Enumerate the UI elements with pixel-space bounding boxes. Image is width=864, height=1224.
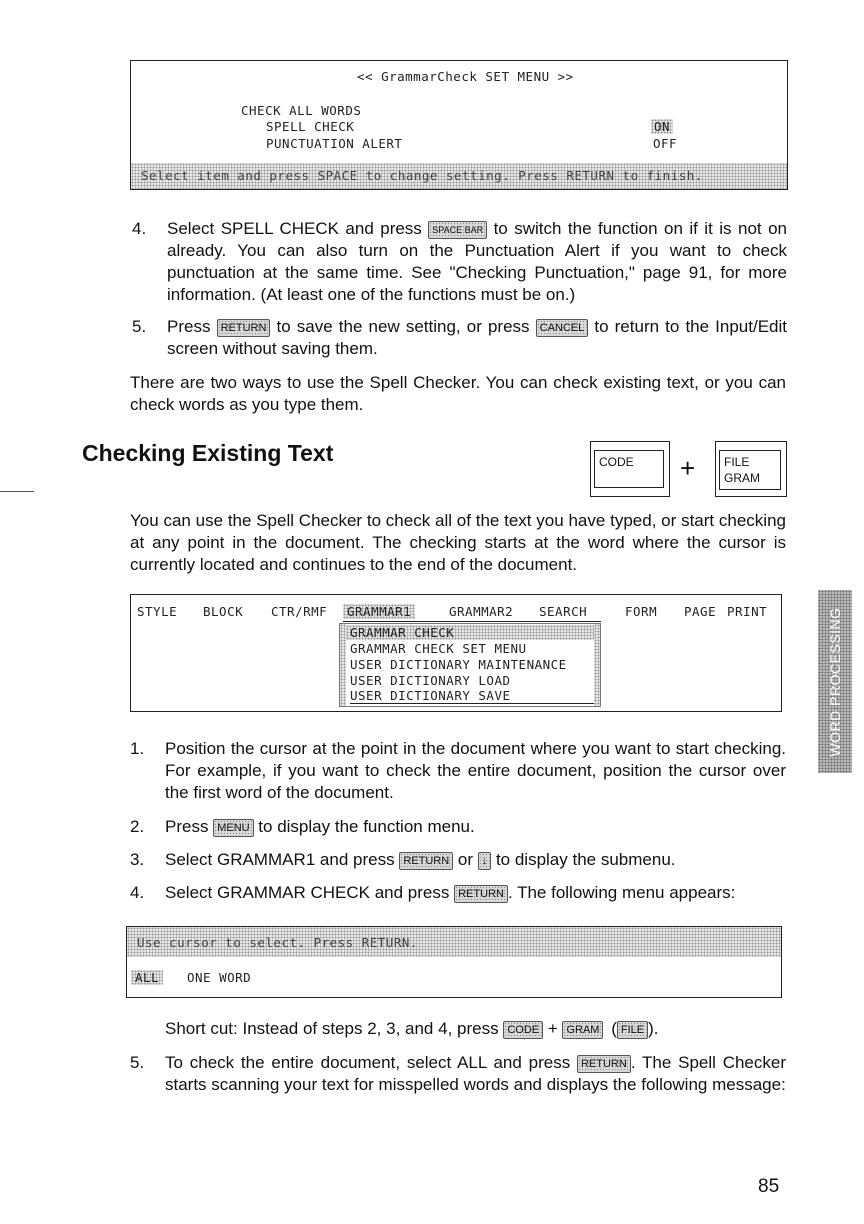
step-5-top [132,316,787,362]
return-key: RETURN [217,319,271,337]
section-heading: Checking Existing Text [82,440,334,466]
step-1 [130,738,786,806]
menu-print[interactable]: PRINT [727,604,768,619]
step-4-top [132,218,787,308]
spell-check-label[interactable]: SPELL CHECK [266,119,355,134]
punctuation-alert-label[interactable]: PUNCTUATION ALERT [266,136,403,151]
page-number: 85 [758,1176,780,1197]
step-number: 4. [130,883,145,902]
step-number: 5. [132,317,147,336]
step-text: Select GRAMMAR1 and press RETURN or ↓ to display the submenu. [165,850,676,869]
cancel-key: CANCEL [536,319,589,337]
menu-form[interactable]: FORM [625,604,658,619]
file-gram-key: FILE GRAM [719,450,781,490]
code-key: CODE [594,450,664,488]
step-text: Press MENU to display the function menu. [165,817,475,836]
menu-grammar1[interactable]: GRAMMAR1 [343,604,415,619]
punctuation-alert-value[interactable]: OFF [653,136,678,151]
return-key: RETURN [399,852,453,870]
set-menu-title: << GrammarCheck SET MENU >> [357,69,574,84]
submenu-set-menu[interactable]: GRAMMAR CHECK SET MENU [350,641,527,656]
submenu-grammar-check[interactable]: GRAMMAR CHECK [346,625,594,640]
grammar1-submenu [339,623,601,707]
option-all[interactable]: ALL [131,970,163,985]
menu-style[interactable]: STYLE [137,604,178,619]
step-text: To check the entire document, select ALL and press RETURN . The Spell Checker starts scanning your text for misspelled words and displays the following message: [165,1053,786,1094]
step-3 [130,849,786,871]
gram-key-inline: GRAM [562,1021,603,1039]
menu-page[interactable]: PAGE [684,604,717,619]
step-number: 2. [130,817,145,836]
select-menu-screen [126,926,782,998]
step-number: 4. [132,219,147,238]
menu-block[interactable]: BLOCK [203,604,244,619]
plus-sign: + [680,453,696,483]
shortcut-line: Short cut: Instead of steps 2, 3, and 4, press CODE + GRAM ( FILE ). [165,1019,659,1038]
set-menu-screen [130,60,788,190]
submenu-border-right [594,624,600,706]
step-text: Select GRAMMAR CHECK and press RETURN . The following menu appears: [165,883,736,902]
margin-rule [0,491,34,492]
menu-bar-underline [343,621,601,622]
step-text: Press RETURN to save the new setting, or press CANCEL to return to the Input/Edit screen without saving them. [167,317,788,358]
menu-ctr-rmf[interactable]: CTR/RMF [271,604,328,619]
file-key-inline: FILE [617,1021,648,1039]
set-menu-status-bar [131,163,787,189]
set-menu-status-text: Select item and press SPACE to change setting. Press RETURN to finish. [141,168,703,183]
step-2 [130,816,786,838]
submenu-dict-load[interactable]: USER DICTIONARY LOAD [350,673,511,688]
spell-check-value[interactable]: ON [651,119,673,134]
step-number: 1. [130,739,145,758]
select-menu-status-text: Use cursor to select. Press RETURN. [137,935,418,950]
option-one-word[interactable]: ONE WORD [187,970,252,985]
function-menu-screen [130,594,782,712]
step-number: 3. [130,850,145,869]
return-key: RETURN [577,1055,631,1073]
section-side-tab: WORD PROCESSING [818,590,852,773]
select-menu-status-bar [127,927,781,957]
step-4-bottom [130,882,786,904]
intro-paragraph: There are two ways to use the Spell Checker. You can check existing text, or you can check words as you type them. [130,373,786,414]
step-text: Position the cursor at the point in the document where you want to start checking. For example, if you want to check the entire document, position the cursor over the first word of the document. [165,739,786,802]
section-paragraph: You can use the Spell Checker to check all of the text you have typed, or start checking at any point in the document. The checking starts at the word where the cursor is currently located and continues to the end of the document. [130,511,786,574]
step-text: Select SPELL CHECK and press SPACE BAR to switch the function on if it is not on already. You can also turn on the Punctuation Alert if you want to check punctuation at the same time. See "Checking Punctuation," page 91, for more information. (At least one of the functions must be on.) [167,219,787,304]
code-key-inline: CODE [503,1021,543,1039]
space-bar-key: SPACE BAR [428,221,487,239]
set-menu-heading: CHECK ALL WORDS [241,103,362,118]
menu-search[interactable]: SEARCH [539,604,588,619]
menu-key: MENU [213,819,253,837]
step-number: 5. [130,1053,145,1072]
menu-grammar2[interactable]: GRAMMAR2 [449,604,514,619]
down-arrow-key: ↓ [478,852,492,870]
submenu-dict-save[interactable]: USER DICTIONARY SAVE [350,688,594,704]
return-key: RETURN [454,885,508,903]
submenu-dict-maintenance[interactable]: USER DICTIONARY MAINTENANCE [350,657,567,672]
step-5-bottom [130,1052,786,1120]
